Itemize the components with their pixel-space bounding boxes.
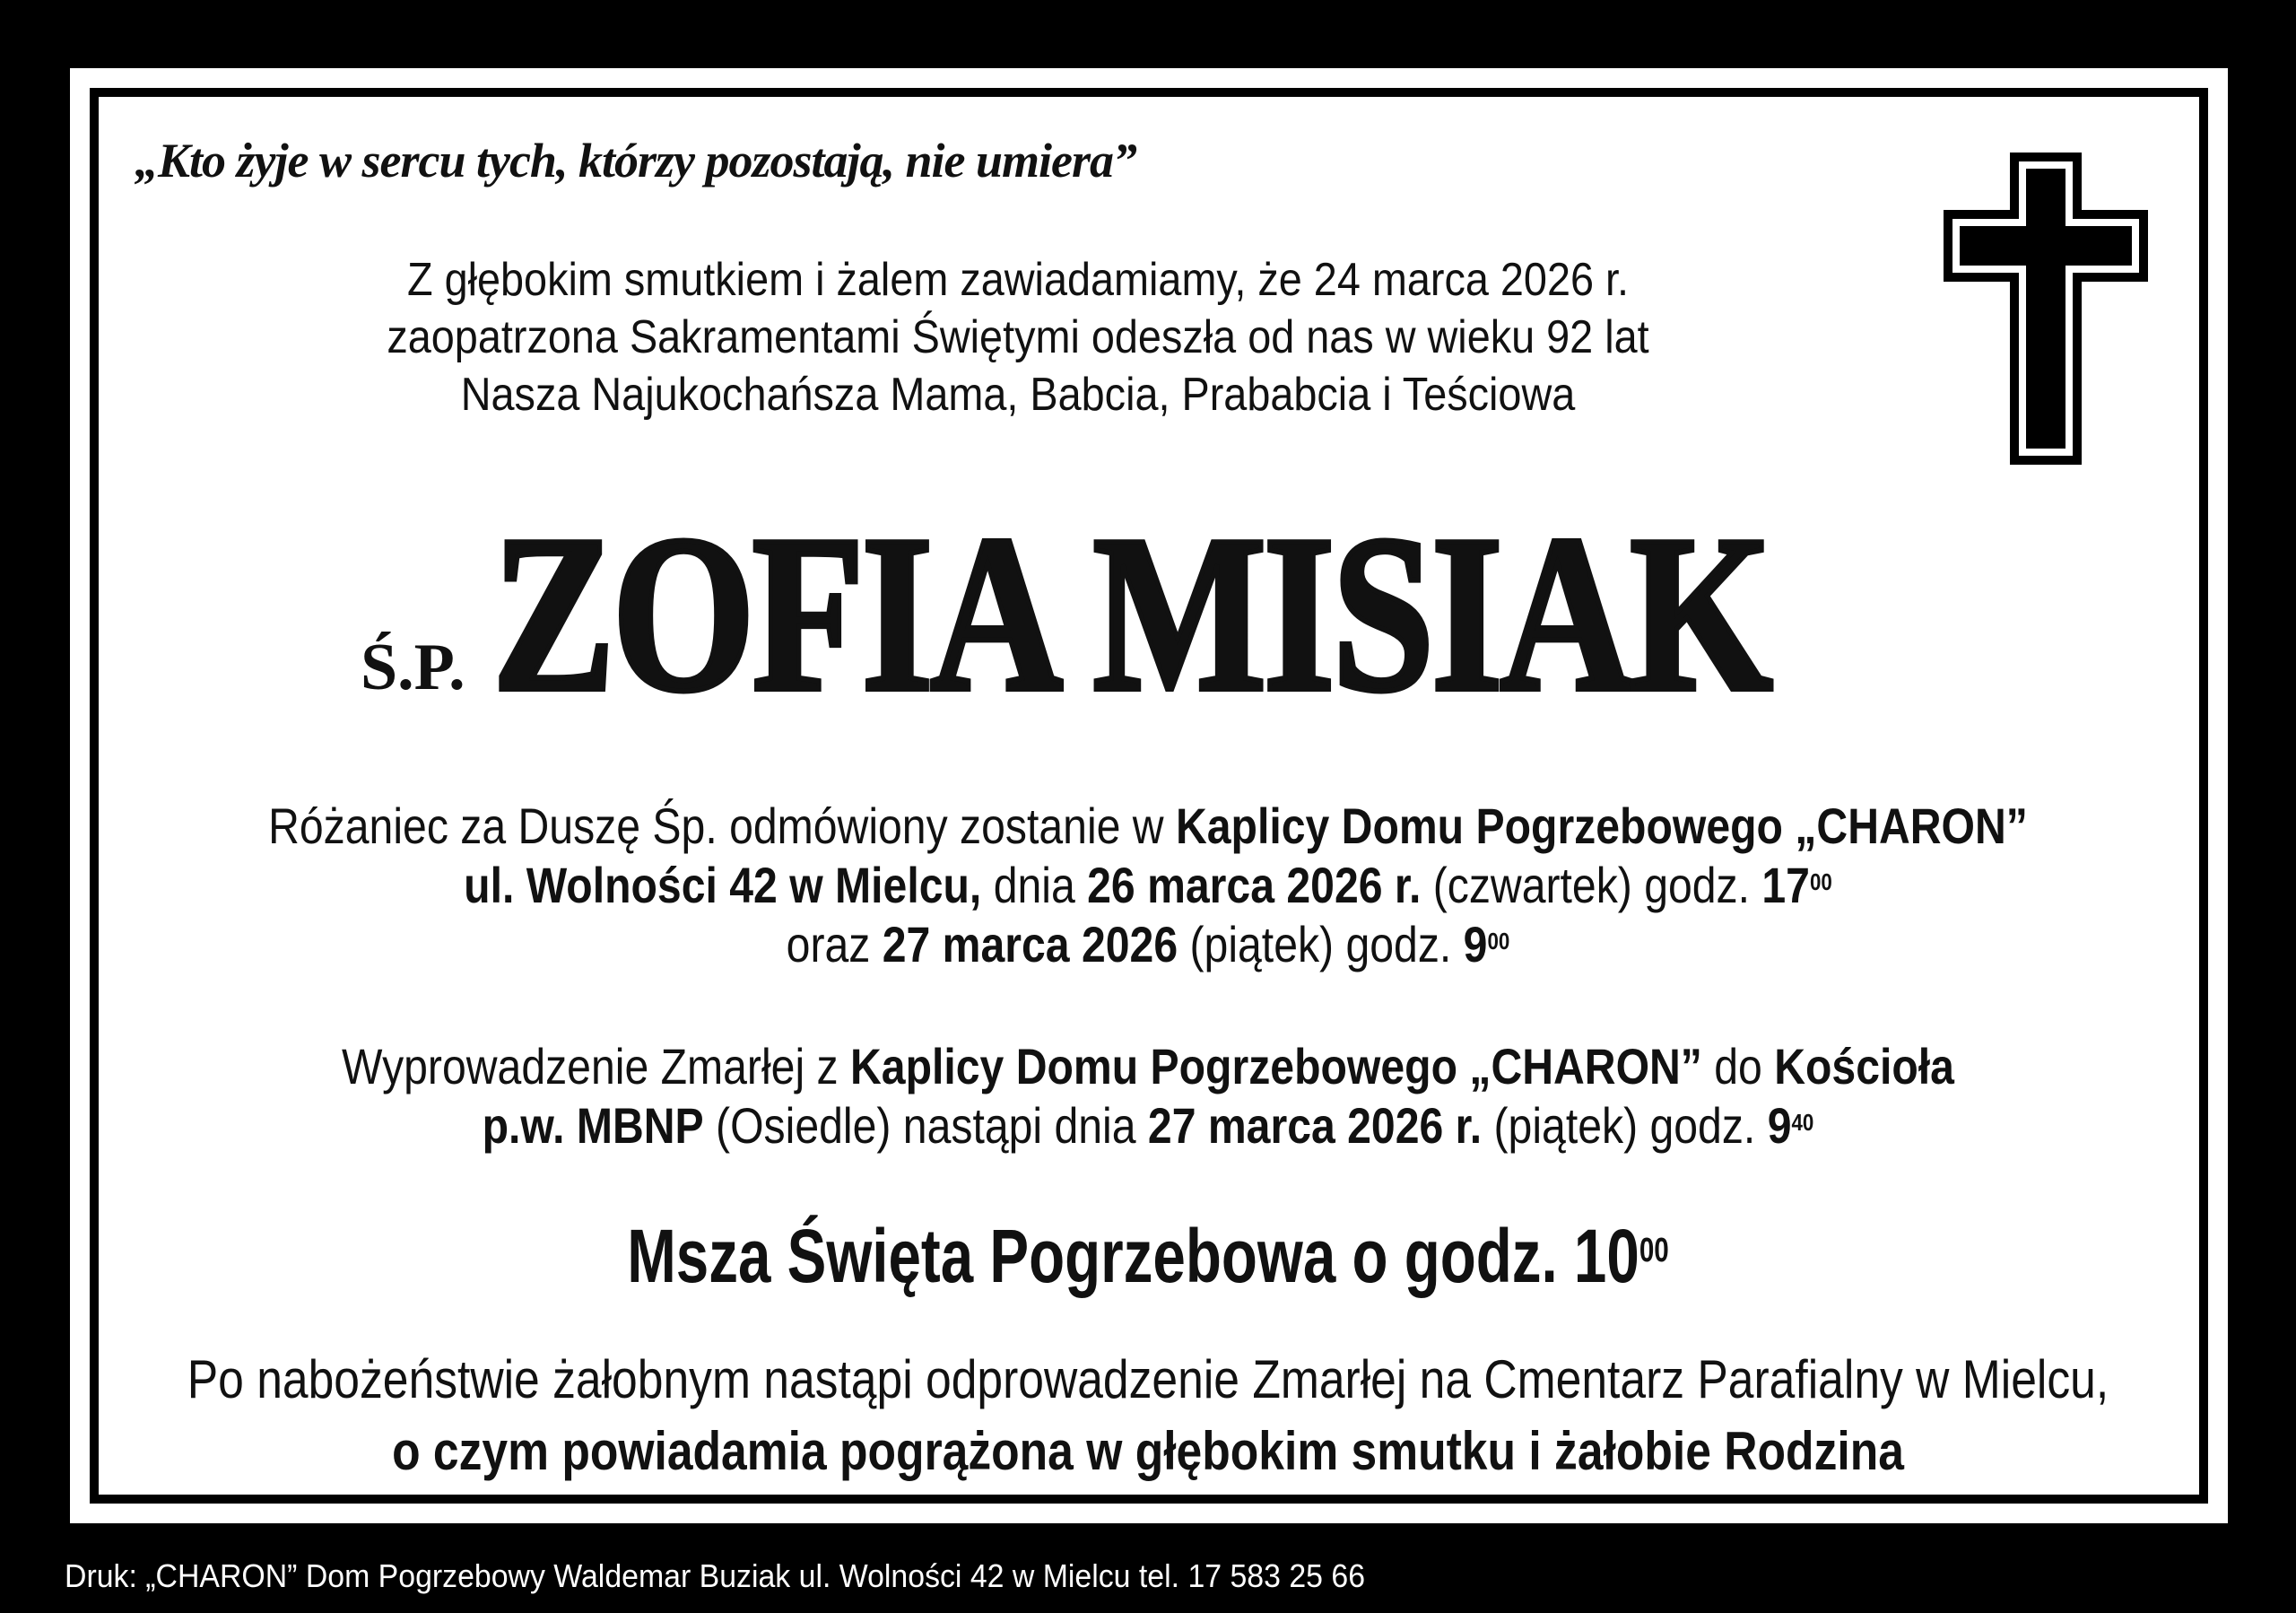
rosary-date-1: 26 marca 2026 r. xyxy=(1087,857,1422,913)
rosary-minute-1: 00 xyxy=(1809,868,1832,895)
rosary-text: dnia xyxy=(981,857,1088,913)
rosary-info xyxy=(161,797,2135,974)
procession-text: Wyprowadzenie Zmarłej z xyxy=(342,1038,850,1094)
procession-info xyxy=(161,1037,2135,1155)
rosary-minute-2: 00 xyxy=(1487,928,1510,955)
funeral-mass-heading xyxy=(253,1211,2044,1301)
procession-text: (Osiedle) nastąpi dnia xyxy=(703,1097,1148,1154)
rosary-line-2 xyxy=(161,856,2135,915)
procession-minute: 40 xyxy=(1791,1109,1814,1136)
procession-hour: 9 xyxy=(1767,1097,1792,1154)
church-name: p.w. MBNP xyxy=(482,1097,704,1154)
rosary-hour-1: 17 xyxy=(1761,857,1810,913)
intro-line-3: Nasza Najukochańsza Mama, Babcia, Prababcia i Teściowa xyxy=(460,369,1576,421)
rosary-date-2: 27 marca 2026 xyxy=(882,916,1178,972)
rosary-text: (piątek) godz. xyxy=(1178,916,1464,972)
chapel-address: ul. Wolności 42 w Mielcu, xyxy=(464,857,982,913)
rosary-line-1 xyxy=(161,797,2135,856)
motto-quote: „Kto żyje w sercu tych, którzy pozostają, nie umiera” xyxy=(135,134,1137,187)
rosary-hour-2: 9 xyxy=(1463,916,1488,972)
announcement-intro xyxy=(102,251,2169,423)
rosary-text: (czwartek) godz. xyxy=(1421,857,1762,913)
printer-footer: Druk: „CHARON” Dom Pogrzebowy Waldemar Buziak ul. Wolności 42 w Mielcu tel. 17 583 25 66 xyxy=(65,1557,1366,1594)
procession-line-1 xyxy=(161,1037,2135,1096)
family-signoff: o czym powiadamia pogrążona w głębokim smutku i żałobie Rodzina xyxy=(392,1421,1904,1481)
church-label: Kościoła xyxy=(1774,1038,1954,1094)
mass-text: Msza Święta Pogrzebowa o godz. xyxy=(627,1214,1574,1298)
deceased-name: ZOFIA MISIAK xyxy=(491,490,1770,738)
sp-prefix: Ś.P. xyxy=(361,631,465,704)
procession-text: do xyxy=(1701,1038,1775,1094)
deceased-name-row xyxy=(361,490,2050,738)
chapel-name: Kaplicy Domu Pogrzebowego „CHARON” xyxy=(1175,798,2028,854)
closing-text xyxy=(161,1344,2135,1487)
mass-hour: 10 xyxy=(1573,1214,1639,1298)
rosary-text: oraz xyxy=(786,916,883,972)
procession-line-2 xyxy=(161,1096,2135,1155)
chapel-name: Kaplicy Domu Pogrzebowego „CHARON” xyxy=(849,1038,1702,1094)
rosary-line-3 xyxy=(161,915,2135,974)
closing-line-1: Po nabożeństwie żałobnym nastąpi odprowadzenie Zmarłej na Cmentarz Parafialny w Mielcu, xyxy=(187,1349,2109,1409)
rosary-text: Różaniec za Duszę Śp. odmówiony zostanie w xyxy=(268,798,1176,854)
procession-date: 27 marca 2026 r. xyxy=(1147,1097,1483,1154)
mass-minute: 00 xyxy=(1639,1232,1669,1269)
procession-text: (piątek) godz. xyxy=(1482,1097,1768,1154)
closing-line-2 xyxy=(161,1416,2135,1487)
intro-line-2: zaopatrzona Sakramentami Świętymi odeszła od nas w wieku 92 lat xyxy=(387,311,1649,363)
intro-line-1: Z głębokim smutkiem i żalem zawiadamiamy, że 24 marca 2026 r. xyxy=(406,254,1630,306)
